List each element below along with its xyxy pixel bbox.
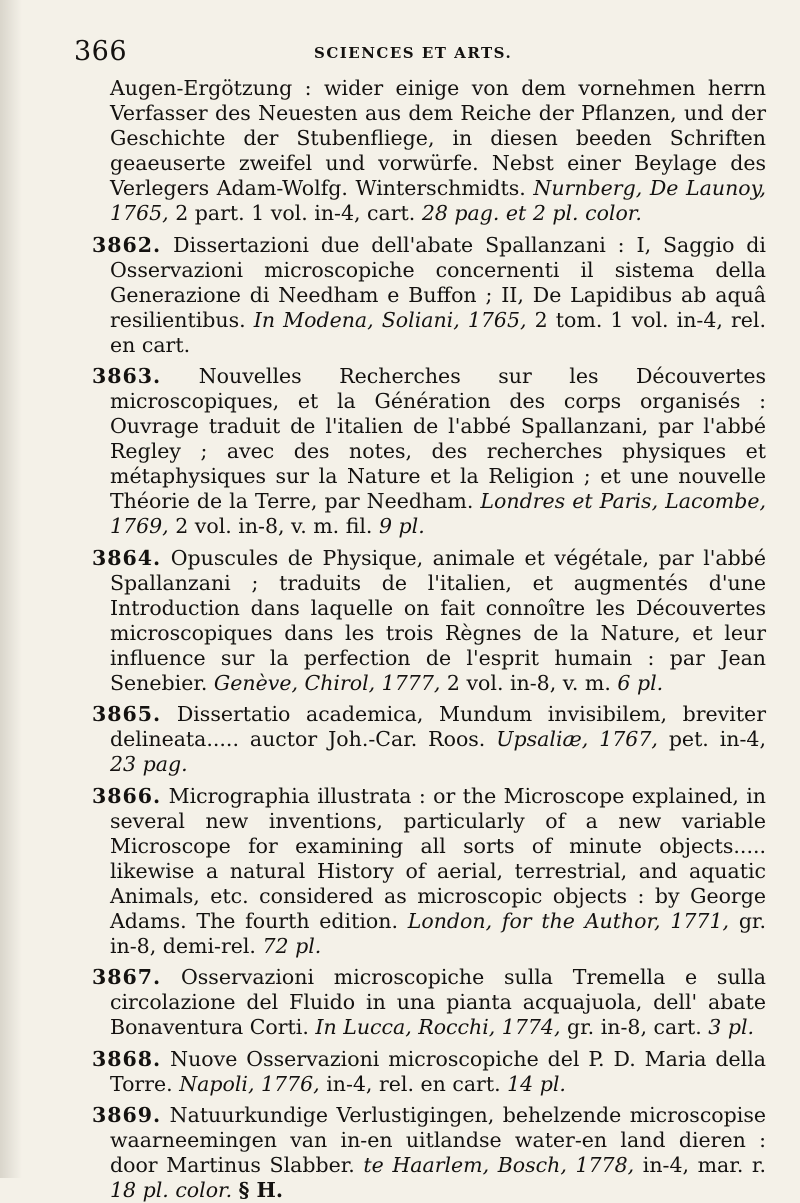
entry-imprint: te Haarlem, Bosch, 1778,	[363, 1153, 635, 1177]
entry-imprint: Napoli, 1776,	[179, 1071, 320, 1096]
entry-plates: 9 pl.	[378, 514, 425, 538]
entry-collation: 2 vol. in-8, v. m.	[446, 670, 611, 695]
entry-text: Nouvelles Recherches sur les Découvertes microscopiques, et la Génération des corps organisés : Ouvrage traduit de l'italien de l'abbé Spallanzani, par l'abbé Regley ; avec des notes, des recherches physiques et métaphysiques sur la Nature et la Religion ; et une nouvelle Théorie de la Terre, par Needham.	[110, 364, 766, 513]
entry-number: 3867.	[92, 965, 162, 989]
entry-plates: 14 pl.	[507, 1071, 566, 1096]
entry-text: Opuscules de Physique, animale et végétale, par l'abbé Spallanzani ; traduits de l'italien, et augmentés d'une Introduction dans laquelle on fait connoître les Découvertes microscopiques dans les trois Règnes de la Nature, et leur influence sur la perfection de l'esprit humain : par Jean Senebier.	[110, 545, 766, 695]
entry-imprint: In Lucca, Rocchi, 1774,	[315, 1015, 561, 1039]
entry-3863	[92, 364, 766, 539]
entry-number: 3869.	[92, 1103, 162, 1127]
entry-number: 3863.	[92, 364, 162, 388]
entry-3866	[92, 784, 766, 959]
entry-plates: 18 pl. color.	[110, 1178, 233, 1202]
entry-text: Dissertatio academica, Mundum invisibilem, breviter delineata..... auctor Joh.-Car. Roos.	[110, 702, 766, 751]
entry-plates: 72 pl.	[262, 933, 322, 958]
entry-number: 3864.	[92, 545, 162, 570]
page-number: 366	[74, 36, 128, 67]
entry-plates: 6 pl.	[617, 670, 664, 695]
entry-imprint: Londres et Paris, Lacombe, 1769,	[110, 489, 766, 538]
entry-number: 3868.	[92, 1046, 162, 1071]
entry-3867	[92, 965, 766, 1040]
entry-imprint: Nurnberg, De Launoy, 1765,	[110, 176, 766, 225]
page-header	[74, 30, 766, 76]
entry-collation: 2 part. 1 vol. in-4, cart.	[175, 201, 416, 225]
entry-number: 3865.	[92, 702, 162, 726]
entry-text: Augen-Ergötzung : wider einige von dem vornehmen herrn Verfasser des Neuesten aus dem Reiche der Pflanzen, und der Geschichte der Stubenfliege, in diesen beeden Schriften geaeuserte zweifel und vorwürfe. Nebst einer Beylage des Verlegers Adam-Wolfg. Winterschmidts.	[110, 76, 766, 200]
entry-3865	[92, 702, 766, 777]
running-head: SCIENCES ET ARTS.	[314, 44, 513, 62]
entry-text: Natuurkundige Verlustigingen, behelzende microscopise waarneemingen van in-en uitlandse water-en land dieren : door Martinus Slabber.	[110, 1103, 766, 1177]
entry-number: 3862.	[92, 232, 162, 257]
entry-imprint: London, for the Author, 1771,	[407, 908, 730, 933]
entry-collation: in-4, rel. en cart.	[326, 1071, 501, 1096]
page-edge-shadow	[0, 0, 22, 1178]
entry-text: Micrographia illustrata : or the Microscope explained, in several new inventions, particularly of a new variable Microscope for examining all sorts of minute objects..... likewise a natural History of aerial, terrestrial, and aquatic Animals, etc. considered as microscopic objects : by George Adams. The fourth edition.	[110, 783, 766, 933]
entry-list	[92, 76, 766, 1203]
entry-collation: gr. in-8, demi-rel.	[110, 908, 766, 958]
entry-plates: 28 pag. et 2 pl. color.	[421, 201, 642, 225]
entry-collation: in-4, mar. r.	[642, 1153, 766, 1177]
entry-plates: 3 pl.	[708, 1015, 755, 1039]
entry-signature-mark: § H.	[238, 1178, 284, 1202]
entry-imprint: Upsaliæ, 1767,	[496, 727, 658, 751]
entry-collation: pet. in-4,	[668, 727, 766, 751]
entry-text: Osservazioni microscopiche sulla Tremella e sulla circolazione del Fluido in una pianta acquajuola, dell' abate Bonaventura Corti.	[110, 965, 766, 1039]
entry-3864	[92, 546, 766, 696]
entry-collation: 2 vol. in-8, v. m. fil.	[175, 514, 373, 538]
entry-number: 3866.	[92, 783, 162, 808]
entry-collation: 2 tom. 1 vol. in-4, rel. en cart.	[110, 307, 767, 357]
entry-text: Dissertazioni due dell'abate Spallanzani : I, Saggio di Osservazioni microscopiche concernenti il sistema della Generazione di Needham e Buffon ; II, De Lapidibus ab aquâ resilientibus.	[110, 232, 766, 332]
entry-imprint: Genève, Chirol, 1777,	[213, 670, 441, 695]
entry-collation: gr. in-8, cart.	[567, 1015, 702, 1039]
entry-plates: 23 pag.	[110, 752, 188, 776]
entry-3868	[92, 1047, 766, 1097]
entry-continuation	[92, 76, 766, 226]
entry-imprint: In Modena, Soliani, 1765,	[253, 307, 527, 332]
entry-3869	[92, 1103, 766, 1203]
entry-3862	[92, 233, 766, 358]
entry-text: Nuove Osservazioni microscopiche del P. D. Maria della Torre.	[110, 1046, 766, 1096]
